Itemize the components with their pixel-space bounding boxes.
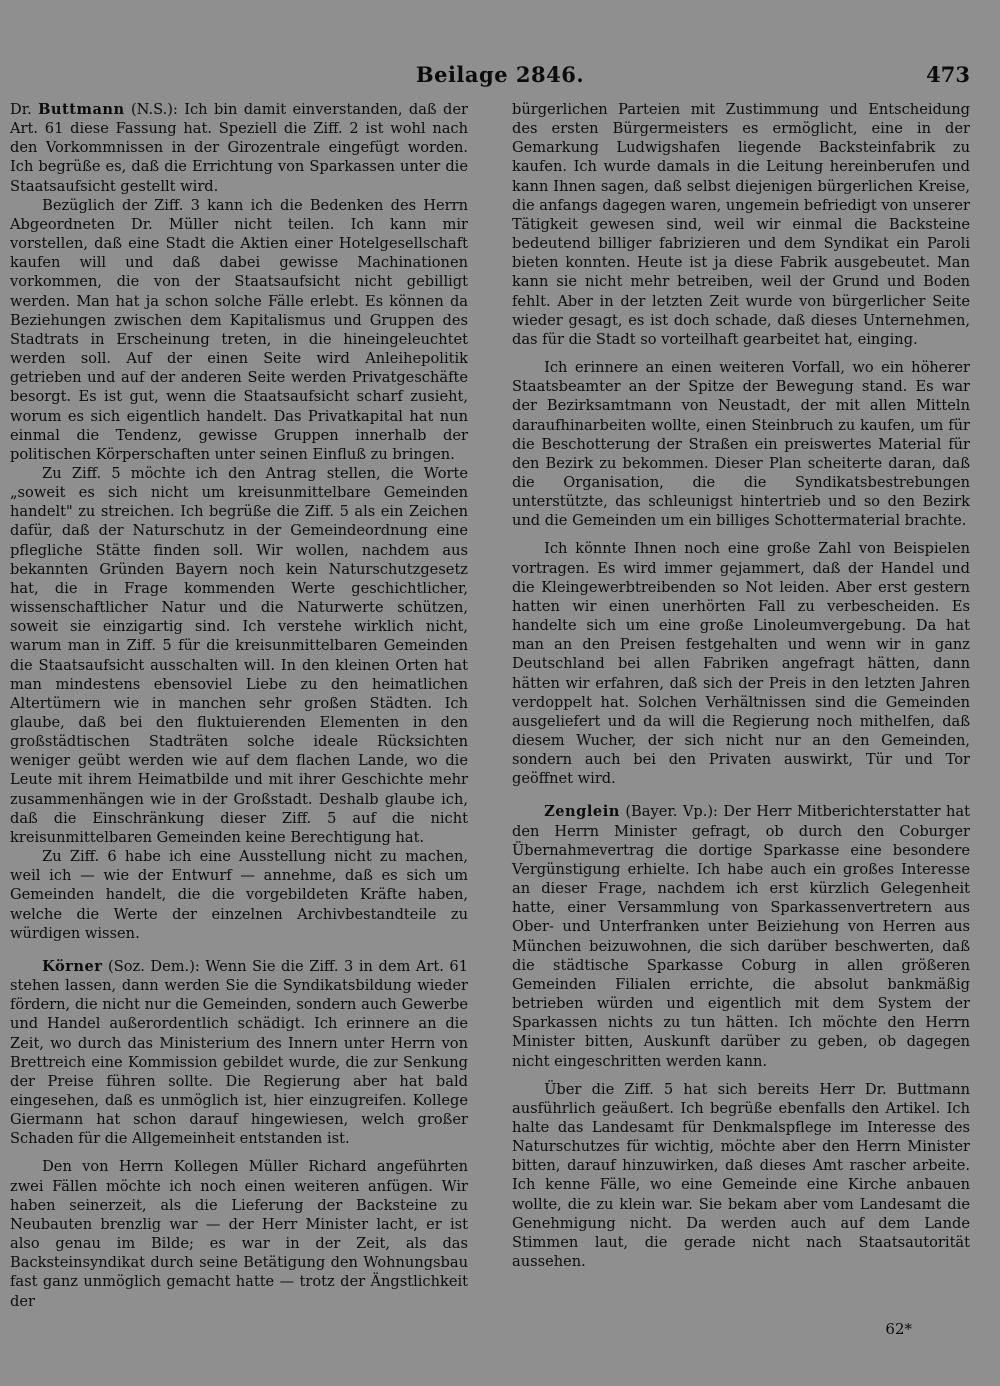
paragraph: Ich erinnere an einen weiteren Vorfall, wo ein höherer Staatsbeamter an der Spitze der Bewegung stand. Es war der Bezirksamtmann von Neustadt, der mit allen Mitteln daraufhinarbeiten wollte, einen Steinbruch zu kaufen, um für die Beschotterung der Straßen ein preiswertes Material für den Bezirk zu bekommen. Dieser Plan scheiterte daran, daß die Organisation, die die Syndikatsbestrebungen unterstützte, das schleunigst hintertrieb und so den Bezirk und die Gemeinden um ein billiges Schottermaterial brachte. xyxy=(512,359,970,530)
speaker-name: Körner xyxy=(42,957,103,975)
page-number: 473 xyxy=(926,62,970,87)
speaker-name: Zenglein xyxy=(544,803,620,821)
paragraph-koerner: Körner (Soz. Dem.): Wenn Sie die Ziff. 3 in dem Art. 61 stehen lassen, dann werden Sie die Syndikatsbildung wieder fördern, die nicht nur die Gemeinden, sondern auch Gewerbe und Handel außerordentlich schädigt. Ich erinnere an die Zeit, wo durch das Ministerium des Innern unter Herrn von Brettreich eine Kommission gebildet wurde, die zur Senkung der Preise führen sollte. Die Regierung aber hat bald eingesehen, daß es unmöglich ist, hier einzugreifen. Kollege Giermann hat schon darauf hingewiesen, welch großer Schaden für die Allgemeinheit entstanden ist. xyxy=(10,957,468,1148)
sheet-signature: 62* xyxy=(885,1320,912,1338)
paragraph-zenglein: Zenglein (Bayer. Vp.): Der Herr Mitberichterstatter hat den Herrn Minister gefragt, ob durch den Coburger Übernahmevertrag die dortige Sparkasse eine besondere Vergünstigung erhielte. Ich habe auch ein großes Interesse an dieser Frage, nachdem ich erst kürzlich Gelegenheit hatte, einer Versammlung von Sparkassenvertretern aus Ober- und Unterfranken unter Beiziehung von Herren aus München beizuwohnen, die sich darüber beschwerten, daß die städtische Sparkasse Coburg in allen größeren Gemeinden Filialen errichte, die absolut bankmäßig betrieben würden und eigentlich mit dem System der Sparkassen nichts zu tun hätten. Ich möchte den Herrn Minister bitten, Auskunft darüber zu geben, ob dagegen nicht eingeschritten werden kann. xyxy=(512,803,970,1070)
paragraph: Über die Ziff. 5 hat sich bereits Herr Dr. Buttmann ausführlich geäußert. Ich begrüße ebenfalls den Artikel. Ich halte das Landesamt für Denkmalspflege im Interesse des Naturschutzes für wichtig, möchte aber den Herrn Minister bitten, darauf hinzuwirken, daß dieses Amt rascher arbeite. Ich kenne Fälle, wo eine Gemeinde eine Kirche anbauen wollte, die zu klein war. Sie bekam aber vom Landesamt die Genehmigung nicht. Da werden auch auf dem Lande Stimmen laut, die gerade nicht nach Staatsautorität aussehen. xyxy=(512,1080,970,1271)
paragraph: bürgerlichen Parteien mit Zustimmung und Entscheidung des ersten Bürgermeisters es ermöglicht, eine in der Gemarkung Ludwigshafen liegende Backsteinfabrik zu kaufen. Ich wurde damals in die Leitung hereinberufen und kann Ihnen sagen, daß selbst diejenigen bürgerlichen Kreise, die anfangs dagegen waren, ungemein befriedigt von unserer Tätigkeit gewesen sind, weil wir einmal die Backsteine bedeutend billiger fabrizieren und dem Syndikat ein Paroli bieten konnten. Heute ist ja diese Fabrik ausgebeutet. Man kann sie nicht mehr betreiben, weil der Grund und Boden fehlt. Aber in der letzten Zeit wurde von bürgerlicher Seite wieder gesagt, es ist doch schade, daß dieses Unternehmen, das für die Stadt so vorteilhaft gearbeitet hat, einging. xyxy=(512,101,970,348)
paragraph: Bezüglich der Ziff. 3 kann ich die Bedenken des Herrn Abgeordneten Dr. Müller nicht teilen. Ich kann mir vorstellen, daß eine Stadt die Aktien einer Hotelgesellschaft kaufen will und daß dabei gewisse Machinationen vorkommen, die von der Staatsaufsicht nicht gebilligt werden. Man hat ja schon solche Fälle erlebt. Es können da Beziehungen zwischen dem Kapitalismus und Gruppen des Stadtrats in Erscheinung treten, in die hineingeleuchtet werden soll. Auf der einen Seite wird Anleihepolitik getrieben und auf der anderen Seite werden Privatgeschäfte besorgt. Es ist gut, wenn die Staatsaufsicht scharf zusieht, worum es sich eigentlich handelt. Das Privatkapital hat nun einmal die Tendenz, gewisse Gruppen innerhalb der politischen Körperschaften unter seinen Einfluß zu bringen. xyxy=(10,196,468,463)
page-header-title: Beilage 2846. xyxy=(415,62,585,87)
paragraph-buttmann: Dr. Buttmann (N.S.): Ich bin damit einverstanden, daß der Art. 61 diese Fassung hat. Speziell die Ziff. 2 ist wohl nach den Vorkommnissen in der Girozentrale eingefügt worden. Ich begrüße es, daß die Errichtung von Sparkassen unter die Staatsaufsicht gestellt wird. xyxy=(10,101,468,195)
paragraph: Den von Herrn Kollegen Müller Richard angeführten zwei Fällen möchte ich noch einen weiteren anfügen. Wir haben seinerzeit, als die Lieferung der Backsteine zu Neubauten brenzlig war — der Herr Minister lacht, er ist also genau im Bilde; es war in der Zeit, als das Backsteinsyndikat durch seine Betätigung den Wohnungsbau fast ganz unmöglich gemacht hatte — trotz der Ängstlichkeit der xyxy=(10,1158,468,1310)
right-column xyxy=(512,100,970,1271)
paragraph: Zu Ziff. 6 habe ich eine Ausstellung nicht zu machen, weil ich — wie der Entwurf — annehme, daß es sich um Gemeinden handelt, die die vorgebildeten Kräfte haben, welche die Werte der einzelnen Archivbestandteile zu würdigen wissen. xyxy=(10,848,468,942)
left-column xyxy=(10,100,468,1311)
paragraph: Ich könnte Ihnen noch eine große Zahl von Beispielen vortragen. Es wird immer gejammert, daß der Handel und die Kleingewerbtreibenden so Not leiden. Aber erst gestern hatten wir einen unerhörten Fall zu verbescheiden. Es handelte sich um eine große Linoleumvergebung. Da hat man an den Preisen festgehalten und wenn wir in ganz Deutschland bei allen Fabriken angefragt hätten, dann hätten wir erfahren, daß sich der Preis in den letzten Jahren verdoppelt hat. Solchen Verhältnissen sind die Gemeinden ausgeliefert und da will die Regierung noch mithelfen, daß diesem Wucher, der sich nicht nur an den Gemeinden, sondern auch bei den Privaten auswirkt, Tür und Tor geöffnet wird. xyxy=(512,540,970,788)
speaker-name: Buttmann xyxy=(38,101,125,118)
paragraph: Zu Ziff. 5 möchte ich den Antrag stellen, die Worte „soweit es sich nicht um kreisunmittelbare Gemeinden handelt" zu streichen. Ich begrüße die Ziff. 5 als ein Zeichen dafür, daß der Naturschutz in der Gemeindeordnung eine pflegliche Stätte finden soll. Wir wollen, nachdem aus bekannten Gründen Bayern noch kein Naturschutzgesetz hat, die in Frage kommenden Werte geschichtlicher, wissenschaftlicher Natur und die Naturwerte schützen, soweit sie einzigartig sind. Ich verstehe wirklich nicht, warum man in Ziff. 5 für die kreisunmittelbaren Gemeinden die Staatsaufsicht ausschalten will. In den kleinen Orten hat man mindestens ebensoviel Liebe zu den heimatlichen Altertümern wie in manchen sehr großen Städten. Ich glaube, daß bei den fluktuierenden Elementen in den großstädtischen Stadträten solche ideale Rücksichten weniger geübt werden wie auf dem flachen Lande, wo die Leute mit ihrem Heimatbilde und mit ihrer Geschichte mehr zusammenhängen wie in der Großstadt. Deshalb glaube ich, daß die Einschränkung dieser Ziff. 5 auf die nicht kreisunmittelbaren Gemeinden keine Berechtigung hat. xyxy=(10,464,468,846)
